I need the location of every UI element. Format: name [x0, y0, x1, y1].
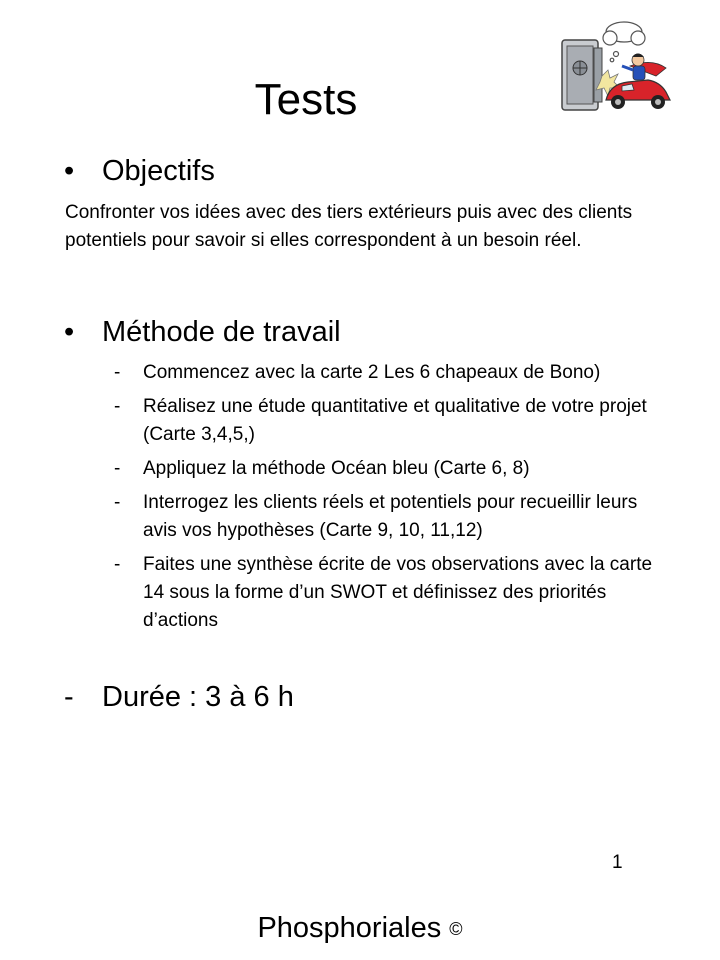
bullet-mark: •: [64, 316, 75, 348]
list-item: [114, 393, 665, 449]
duree-text: Durée : 3 à 6 h: [102, 681, 294, 713]
copyright-symbol: ©: [449, 919, 463, 939]
page-number: 1: [612, 852, 623, 873]
step-text: Appliquez la méthode Océan bleu (Carte 6, 8): [143, 458, 530, 479]
dash-mark: -: [114, 362, 121, 383]
footer-brand: Phosphoriales: [257, 912, 442, 944]
list-item: [114, 489, 665, 545]
dash-mark: -: [114, 396, 121, 417]
list-item: [114, 359, 665, 387]
step-text: Commencez avec la carte 2 Les 6 chapeaux de Bono): [143, 362, 601, 383]
list-item: [114, 551, 665, 635]
duree-heading: [60, 680, 294, 714]
footer: [0, 910, 720, 947]
step-text: Réalisez une étude quantitative et qualitative de votre projet (Carte 3,4,5,): [143, 396, 647, 445]
objectifs-heading-text: Objectifs: [102, 155, 215, 187]
step-text: Interrogez les clients réels et potentiels pour recueillir leurs avis vos hypothèses (Carte 9, 10, 11,12): [143, 492, 638, 541]
method-steps-list: [0, 359, 720, 641]
dash-mark: -: [114, 554, 121, 575]
dash-mark: -: [114, 458, 121, 479]
dash-mark: -: [114, 492, 121, 513]
methode-heading-text: Méthode de travail: [102, 316, 341, 348]
dash-mark: -: [64, 681, 74, 713]
superhero-safe-car-icon: [556, 18, 676, 118]
bullet-mark: •: [64, 155, 75, 187]
objectifs-text: Confronter vos idées avec des tiers extérieurs puis avec des clients potentiels pour savoir si elles correspondent à un besoin réel.: [65, 202, 633, 251]
slide-title: Tests: [254, 75, 358, 124]
step-text: Faites une synthèse écrite de vos observations avec la carte 14 sous la forme d’un SWOT et définissez des priorités d’actions: [143, 554, 653, 631]
methode-heading: [60, 315, 341, 349]
objectifs-heading: [60, 154, 215, 188]
list-item: [114, 455, 665, 483]
